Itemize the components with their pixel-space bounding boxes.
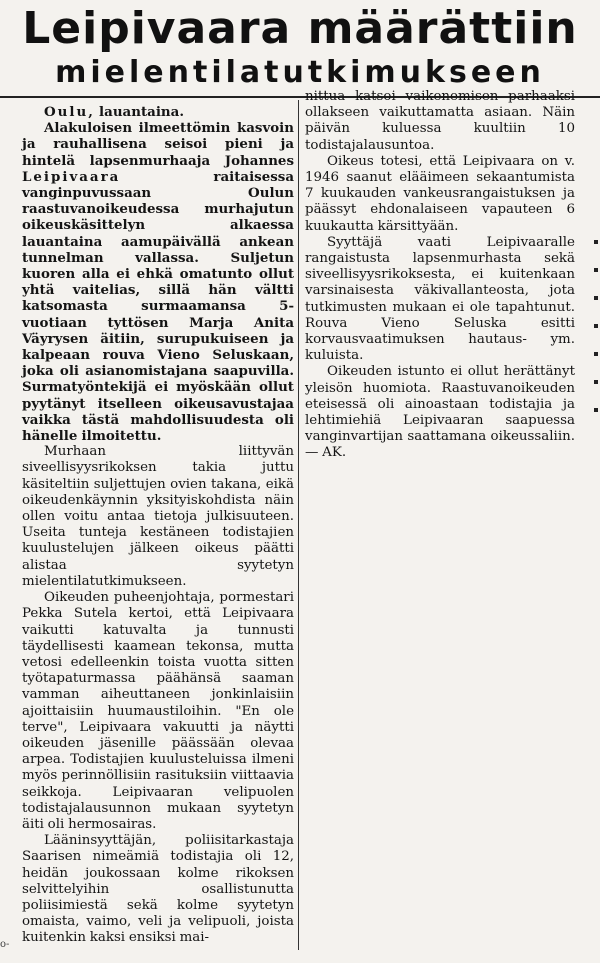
paragraph-5: Oikeus totesi, että Leipivaara on v. 1946 saanut elääimeen sekaantumista 7 kuukauden vankeusrangaistuksen ja päässyt ehdonalaiseen vapauteen 6 kuukautta kärsittyään. <box>305 153 575 234</box>
right-column <box>305 89 575 462</box>
paragraph-2: Murhaan liittyvän siveellisyysrikoksen takia juttu käsiteltiin suljettujen ovien takana, eikä oikeudenkäynnin yksityiskohdista näin ollen voitu antaa tietoja julkisuuteen. Useita tunteja kestäneen todistajien kuulustelujen jälkeen oikeus päätti alistaa syytetyn mielentilatutkimukseen. <box>22 444 294 589</box>
column-divider <box>298 100 299 950</box>
continued-paragraph: nittua katsoi vaikenemisen parhaaksi ollakseen vaikuttamatta asiaan. Näin päivän kuluessa kuultiin 10 todistajalausuntoa. <box>305 89 575 153</box>
subheadline: mielentilatutkimukseen <box>55 55 545 90</box>
lead-text-a: Alakuloisen ilmeettömin kasvoin ja rauhallisena seisoi pieni ja hintelä lapsenmurhaaja Johannes <box>22 120 294 169</box>
lead-name: Leipivaara <box>22 168 121 185</box>
paragraph-4: Lääninsyyttäjän, poliisitarkastaja Saarisen nimeämiä todistajia oli 12, heidän joukossaan kolme rikoksen selvittelyihin osallistunutta poliisimiestä sekä kolme syytetyn omaista, vaimo, veli ja velipuoli, joista kuitenkin kaksi ensiksi mai- <box>22 833 294 946</box>
lead-paragraph <box>22 120 294 444</box>
lead-text-b: raitaisessa vanginpuvussaan Oulun raastuvanoikeudessa murhajutun oikeuskäsittelyn alkaessa lauantaina aamupäivällä ankean tunnelman vallassa. Suljetun kuoren alla ei ehkä omatunto ollut yhtä vaitelias, sillä hän vältti katsomasta surmaamansa 5-vuotiaan tyttösen Marja Anita Väyrysen äitiin, surupukuiseen ja kalpeaan rouva Vieno Seluskaan, joka oli asianomistajana saapuvilla. Surmatyöntekijä ei myöskään ollut pyytänyt itselleen oikeusavustajaa vaikka tästä mahdollisuudesta oli hänelle ilmoitettu. <box>22 168 294 445</box>
paragraph-3: Oikeuden puheenjohtaja, pormestari Pekka Sutela kertoi, että Leipivaara vaikutti katuvalta ja tunnusti täydellisesti kaamean tekonsa, mutta vetosi edelleenkin toista vuotta sitten työtapaturmassa päähänsä saaman vamman aiheuttaneen jonkinlaisiin ajoittaisiin huumaustiloihin. "En ole terve", Leipivaara vakuutti ja näytti oikeuden jäsenille päässään olevaa arpea. Todistajien kuulusteluissa ilmeni myös perinnöllisiin rasituksiin viittaavia seikkoja. Leipivaaran velipuolen todistajalausunnon mukaan syytetyn äiti oli hermosairas. <box>22 590 294 832</box>
dateline-place: Oulu, <box>44 104 95 120</box>
dateline <box>22 104 294 120</box>
paragraph-6: Syyttäjä vaati Leipivaaralle rangaistusta lapsenmurhasta sekä siveellisyysrikoksesta, ei kuitenkaan varsinaisesta väkivallanteosta, jota tutkimusten mukaan ei ole tapahtunut. Rouva Vieno Seluska esitti korvausvaatimuksen hautaus- ym. kuluista. <box>305 234 575 364</box>
left-column <box>22 104 294 947</box>
margin-fragment: o- <box>0 939 10 950</box>
dateline-day: lauantaina. <box>94 104 184 120</box>
right-edge-marks <box>594 240 598 420</box>
headline: Leipivaara määrättiin <box>22 3 578 54</box>
paragraph-7: Oikeuden istunto ei ollut herättänyt yleisön huomiota. Raastuvanoikeuden eteisessä oli ainoastaan todistajia ja lehtimiehiä Leipivaaran saapuessa vanginvartijan saattamana oikeussaliin. — AK. <box>305 364 575 461</box>
